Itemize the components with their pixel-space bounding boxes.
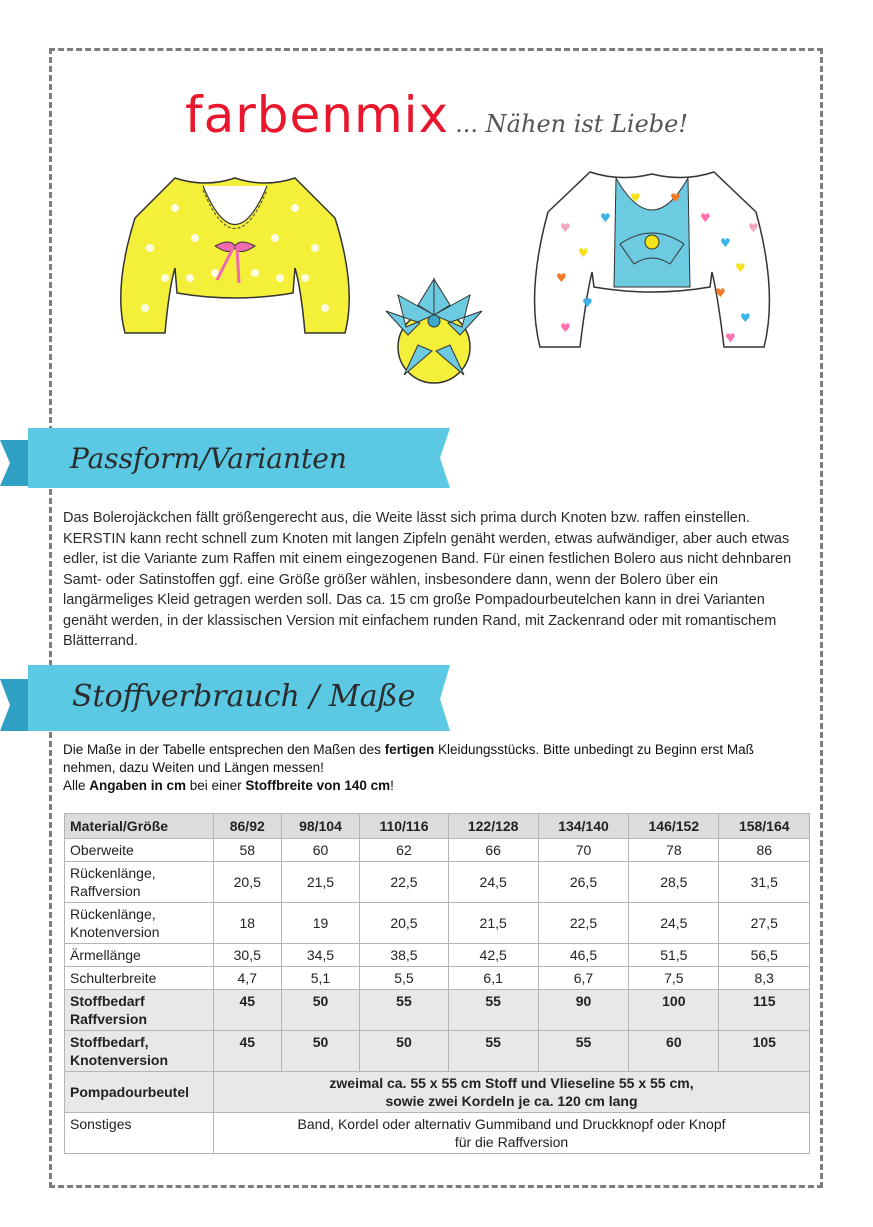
svg-text:♥: ♥: [720, 236, 731, 250]
sonstiges-line: für die Raffversion: [454, 1134, 569, 1150]
sonstiges-line: Band, Kordel oder alternativ Gummiband und Druckknopf oder Knopf: [297, 1116, 726, 1132]
row-label: Schulterbreite: [65, 967, 214, 990]
svg-text:♥: ♥: [630, 191, 641, 205]
table-cell: 5,5: [360, 967, 448, 990]
measurement-note: [63, 741, 803, 795]
svg-text:♥: ♥: [600, 211, 611, 225]
table-header-row: [65, 814, 810, 839]
note-text: Alle: [63, 778, 90, 793]
table-header-cell: 134/140: [538, 814, 628, 839]
row-label: Sonstiges: [65, 1113, 214, 1154]
section-banner-stoffverbrauch: [0, 665, 460, 743]
table-cell: 50: [281, 1031, 360, 1072]
table-header-cell: 146/152: [629, 814, 719, 839]
row-label: Rückenlänge, Knotenversion: [65, 903, 214, 944]
table-cell: 6,7: [538, 967, 628, 990]
table-cell: 30,5: [214, 944, 282, 967]
table-cell: 5,1: [281, 967, 360, 990]
table-cell: 20,5: [360, 903, 448, 944]
table-header-cell: 110/116: [360, 814, 448, 839]
table-cell: 115: [719, 990, 810, 1031]
note-text: Kleidungsstücks. Bitte unbedingt zu Beginn erst Maß nehmen, dazu Weiten und Längen messen!: [63, 742, 754, 775]
note-text: bei einer: [186, 778, 246, 793]
table-header-cell: 98/104: [281, 814, 360, 839]
table-cell: 24,5: [448, 862, 538, 903]
table-header-cell: 86/92: [214, 814, 282, 839]
table-row: [65, 990, 810, 1031]
section-banner-passform: [0, 428, 460, 500]
table-row: [65, 862, 810, 903]
table-cell: 55: [448, 990, 538, 1031]
section-title-passform: Passform/Varianten: [70, 442, 347, 475]
table-cell: 70: [538, 839, 628, 862]
table-cell: 78: [629, 839, 719, 862]
table-row: [65, 1031, 810, 1072]
table-cell: 45: [214, 1031, 282, 1072]
table-row: [65, 944, 810, 967]
table-header-cell: 122/128: [448, 814, 538, 839]
table-cell: 18: [214, 903, 282, 944]
table-cell: 22,5: [538, 903, 628, 944]
row-label: Pompadourbeutel: [65, 1072, 214, 1113]
hearts-bolero-illustration: [520, 162, 785, 352]
svg-text:♥: ♥: [715, 286, 726, 300]
table-cell: 66: [448, 839, 538, 862]
table-cell: 50: [281, 990, 360, 1031]
section-title-stoffverbrauch: Stoffverbrauch / Maße: [72, 679, 416, 714]
table-header-cell: 158/164: [719, 814, 810, 839]
note-emphasis: Stoffbreite von 140 cm: [245, 778, 391, 793]
table-cell: 55: [448, 1031, 538, 1072]
svg-text:♥: ♥: [578, 246, 589, 260]
table-cell: 105: [719, 1031, 810, 1072]
table-cell: 26,5: [538, 862, 628, 903]
passform-description: Das Bolerojäckchen fällt größengerecht aus, die Weite lässt sich prima durch Knoten bzw. raffen einstellen. KERSTIN kann recht schnell zum Knoten mit langen Zipfeln genäht werden, etwas aufwändiger, aber auch etwas edler, ist die Variante zum Raffen mit einem eingezogenen Band. Für einen festlichen Bolero aus nicht dehnbaren Samt- oder Satinstoffen ggf. eine Größe größer wählen, insbesondere dann, wenn der Bolero über ein langärmeliges Kleid getragen werden soll. Das ca. 15 cm große Pompadourbeutelchen kann in drei Varianten genäht werden, in der klassischen Version mit einfachem runden Rand, mit Zackenrand oder mit romantischem Blätterrand.: [63, 510, 792, 649]
row-label: Stoffbedarf, Knotenversion: [65, 1031, 214, 1072]
table-cell-merged: [214, 1072, 810, 1113]
svg-text:♥: ♥: [735, 261, 746, 275]
table-cell: 6,1: [448, 967, 538, 990]
table-cell: 4,7: [214, 967, 282, 990]
svg-text:♥: ♥: [670, 191, 681, 205]
table-cell: 24,5: [629, 903, 719, 944]
table-cell: 38,5: [360, 944, 448, 967]
table-cell: 8,3: [719, 967, 810, 990]
row-label: Stoffbedarf Raffversion: [65, 990, 214, 1031]
table-cell: 22,5: [360, 862, 448, 903]
table-cell: 90: [538, 990, 628, 1031]
table-cell: 55: [538, 1031, 628, 1072]
table-cell: 31,5: [719, 862, 810, 903]
svg-text:♥: ♥: [748, 221, 759, 235]
table-cell: 60: [281, 839, 360, 862]
svg-text:♥: ♥: [560, 221, 571, 235]
table-row: [65, 903, 810, 944]
row-label: Rückenlänge, Raffversion: [65, 862, 214, 903]
table-cell: 21,5: [281, 862, 360, 903]
table-cell: 56,5: [719, 944, 810, 967]
svg-text:♥: ♥: [556, 271, 567, 285]
svg-text:♥: ♥: [740, 311, 751, 325]
svg-text:♥: ♥: [582, 296, 593, 310]
size-table: [64, 813, 810, 1154]
table-row: [65, 1113, 810, 1154]
table-cell: 100: [629, 990, 719, 1031]
note-emphasis: fertigen: [384, 742, 435, 757]
table-cell: 28,5: [629, 862, 719, 903]
table-cell: 45: [214, 990, 282, 1031]
table-cell: 20,5: [214, 862, 282, 903]
row-label: Oberweite: [65, 839, 214, 862]
brand-header: [0, 86, 873, 144]
brand-logo: farbenmix: [184, 86, 450, 144]
pompadour-line: sowie zwei Kordeln je ca. 120 cm lang: [385, 1093, 638, 1109]
table-row: [65, 839, 810, 862]
table-cell: 60: [629, 1031, 719, 1072]
table-cell: 46,5: [538, 944, 628, 967]
note-emphasis: Angaben in cm: [89, 778, 187, 793]
table-row: [65, 967, 810, 990]
table-cell: 21,5: [448, 903, 538, 944]
table-cell: 34,5: [281, 944, 360, 967]
table-cell: 19: [281, 903, 360, 944]
table-cell: 42,5: [448, 944, 538, 967]
note-text: !: [390, 778, 394, 793]
pompadour-line: zweimal ca. 55 x 55 cm Stoff und Vlieseline 55 x 55 cm,: [329, 1075, 694, 1091]
brand-tagline: ... Nähen ist Liebe!: [455, 110, 689, 138]
table-cell: 62: [360, 839, 448, 862]
svg-text:♥: ♥: [560, 321, 571, 335]
table-cell: 51,5: [629, 944, 719, 967]
svg-text:♥: ♥: [700, 211, 711, 225]
table-cell: 50: [360, 1031, 448, 1072]
svg-text:♥: ♥: [725, 331, 736, 345]
table-cell: 27,5: [719, 903, 810, 944]
table-header-cell: Material/Größe: [65, 814, 214, 839]
row-label: Ärmellänge: [65, 944, 214, 967]
table-row: [65, 1072, 810, 1113]
pompadour-bag-illustration: [378, 275, 490, 387]
yellow-bolero-illustration: [105, 168, 365, 343]
table-cell-merged: [214, 1113, 810, 1154]
table-cell: 55: [360, 990, 448, 1031]
note-text: Die Maße in der Tabelle entsprechen den Maßen des: [63, 742, 385, 757]
table-cell: 7,5: [629, 967, 719, 990]
table-cell: 86: [719, 839, 810, 862]
table-cell: 58: [214, 839, 282, 862]
